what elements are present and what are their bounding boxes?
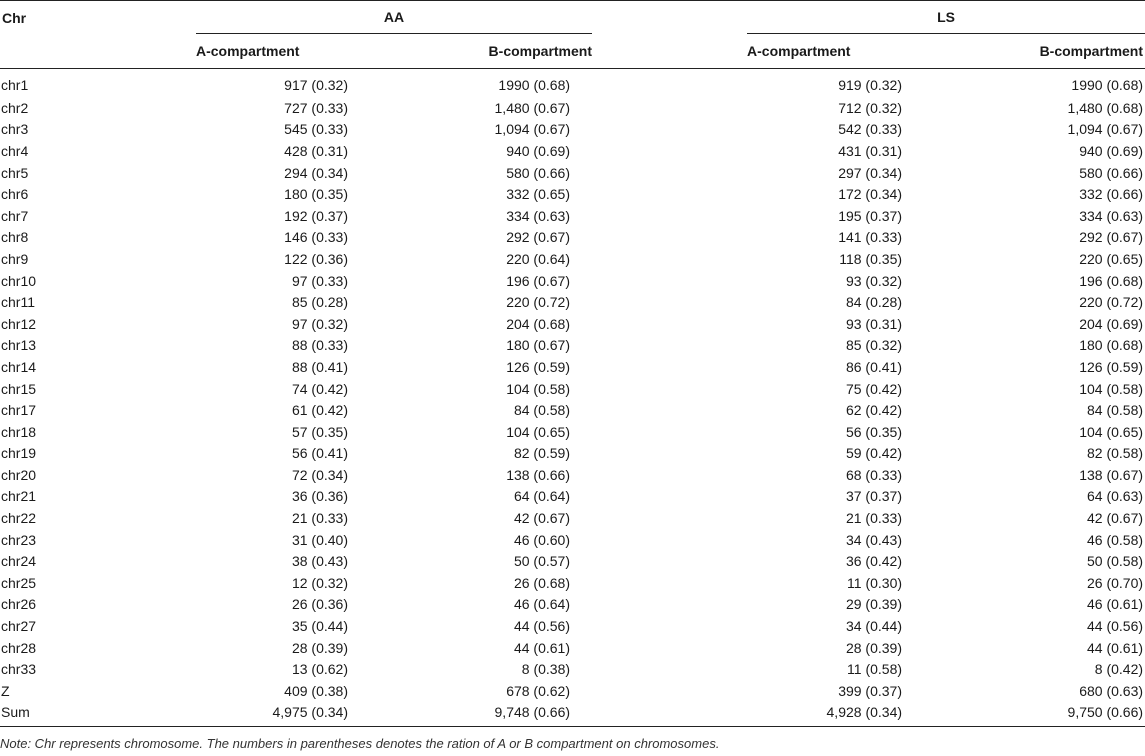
cell-gap (592, 69, 747, 98)
cell-aa-b-compartment: 50 (0.57) (513, 553, 571, 570)
cell-ls-b-compartment: 580 (0.66) (1079, 164, 1144, 181)
cell-chr: Z (1, 682, 10, 699)
cell-gap (592, 464, 747, 486)
header-row-subcolumns (0, 34, 1145, 69)
cell-chr: chr33 (1, 661, 37, 678)
cell-gap (592, 248, 747, 270)
cell-aa-b-compartment: 678 (0.62) (506, 682, 571, 699)
cell-chr: chr25 (1, 574, 37, 591)
cell-ls-a-compartment: 21 (0.33) (845, 510, 903, 527)
cell-ls-b-compartment: 196 (0.68) (1079, 272, 1144, 289)
cell-ls-a-compartment: 37 (0.37) (845, 488, 903, 505)
cell-aa-b-compartment: 1,480 (0.67) (494, 99, 571, 116)
cell-ls-a-compartment: 68 (0.33) (845, 466, 903, 483)
cell-chr: chr18 (1, 423, 37, 440)
cell-ls-a-compartment: 59 (0.42) (845, 445, 903, 462)
cell-chr: chr19 (1, 445, 37, 462)
table-row (0, 205, 1145, 227)
cell-gap (592, 162, 747, 184)
cell-ls-a-compartment: 34 (0.44) (845, 618, 903, 635)
cell-gap (592, 119, 747, 141)
cell-aa-b-compartment: 42 (0.67) (513, 510, 571, 527)
table-row (0, 270, 1145, 292)
cell-gap (592, 594, 747, 616)
table-row (0, 658, 1145, 680)
cell-ls-a-compartment: 85 (0.32) (845, 337, 903, 354)
cell-ls-a-compartment: 29 (0.39) (845, 596, 903, 613)
cell-ls-b-compartment: 44 (0.61) (1086, 639, 1144, 656)
cell-chr: chr13 (1, 337, 37, 354)
cell-gap (592, 507, 747, 529)
cell-chr: Sum (0, 702, 196, 727)
header-group-aa-label: AA (196, 9, 592, 34)
cell-ls-a-compartment: 542 (0.33) (838, 121, 903, 138)
cell-gap (592, 615, 747, 637)
cell-ls-b-compartment: 126 (0.59) (1079, 358, 1144, 375)
cell-aa-a-compartment: 26 (0.36) (291, 596, 348, 613)
cell-aa-a-compartment: 4,975 (0.34) (196, 702, 348, 727)
table-row (0, 572, 1145, 594)
cell-ls-b-compartment: 180 (0.68) (1079, 337, 1144, 354)
header-gap-spacer (592, 34, 747, 69)
table-row (0, 227, 1145, 249)
cell-ls-a-compartment: 172 (0.34) (838, 186, 903, 203)
cell-ls-a-compartment: 11 (0.30) (847, 574, 903, 591)
cell-chr: chr22 (1, 510, 37, 527)
cell-aa-b-compartment: 1,094 (0.67) (494, 121, 571, 138)
table-footnote: Note: Chr represents chromosome. The numbers in parentheses denotes the ration of A or B compartment on chromosomes. (0, 736, 720, 751)
cell-ls-b-compartment: 334 (0.63) (1079, 207, 1144, 224)
cell-chr: chr12 (1, 315, 37, 332)
header-chr-spacer (0, 34, 196, 69)
cell-aa-b-compartment: 180 (0.67) (506, 337, 571, 354)
cell-aa-b-compartment: 82 (0.59) (513, 445, 571, 462)
cell-aa-b-compartment: 64 (0.64) (513, 488, 571, 505)
cell-gap (592, 183, 747, 205)
cell-aa-a-compartment: 61 (0.42) (291, 402, 348, 419)
cell-ls-a-compartment: 919 (0.32) (838, 77, 903, 93)
cell-ls-a-compartment: 399 (0.37) (838, 682, 903, 699)
cell-aa-a-compartment: 88 (0.41) (291, 358, 348, 375)
cell-ls-b-compartment: 1,094 (0.67) (1067, 121, 1144, 138)
cell-aa-a-compartment: 122 (0.36) (284, 250, 348, 267)
cell-chr: chr6 (1, 186, 29, 203)
cell-aa-b-compartment: 220 (0.64) (506, 250, 571, 267)
table-row (0, 399, 1145, 421)
cell-ls-a-compartment: 297 (0.34) (838, 164, 903, 181)
cell-ls-b-compartment: 292 (0.67) (1079, 229, 1144, 246)
table-row (0, 702, 1145, 727)
cell-aa-b-compartment: 46 (0.60) (513, 531, 571, 548)
cell-chr: chr14 (1, 358, 37, 375)
cell-aa-b-compartment: 104 (0.58) (506, 380, 571, 397)
cell-chr: chr21 (1, 488, 37, 505)
cell-ls-b-compartment: 332 (0.66) (1079, 186, 1144, 203)
cell-gap (592, 572, 747, 594)
header-group-ls-label: LS (747, 9, 1145, 34)
table-row (0, 637, 1145, 659)
cell-aa-b-compartment: 580 (0.66) (506, 164, 571, 181)
cell-ls-b-compartment: 104 (0.58) (1079, 380, 1144, 397)
cell-ls-b-compartment: 138 (0.67) (1079, 466, 1144, 483)
table-row (0, 69, 1145, 98)
cell-ls-b-compartment: 84 (0.58) (1086, 402, 1144, 419)
cell-gap (592, 637, 747, 659)
cell-gap (592, 140, 747, 162)
cell-ls-a-compartment: 28 (0.39) (845, 639, 903, 656)
table-row (0, 356, 1145, 378)
table-row (0, 183, 1145, 205)
table-row (0, 594, 1145, 616)
cell-aa-b-compartment: 220 (0.72) (506, 294, 571, 311)
table-row (0, 443, 1145, 465)
cell-chr: chr15 (1, 380, 37, 397)
cell-aa-a-compartment: 12 (0.32) (291, 574, 348, 591)
cell-aa-a-compartment: 38 (0.43) (291, 553, 348, 570)
cell-ls-a-compartment: 195 (0.37) (838, 207, 903, 224)
cell-ls-b-compartment: 104 (0.65) (1079, 423, 1144, 440)
cell-chr: chr17 (1, 402, 37, 419)
cell-aa-a-compartment: 88 (0.33) (291, 337, 348, 354)
cell-gap (592, 291, 747, 313)
cell-aa-a-compartment: 146 (0.33) (284, 229, 348, 246)
cell-aa-a-compartment: 97 (0.33) (291, 272, 348, 289)
cell-chr: chr3 (1, 121, 29, 138)
cell-gap (592, 335, 747, 357)
cell-ls-b-compartment: 220 (0.65) (1079, 250, 1144, 267)
cell-aa-a-compartment: 35 (0.44) (291, 618, 348, 635)
cell-chr: chr1 (1, 77, 29, 93)
cell-aa-b-compartment: 104 (0.65) (506, 423, 571, 440)
cell-ls-a-compartment: 4,928 (0.34) (747, 702, 902, 727)
cell-gap (592, 443, 747, 465)
cell-chr: chr20 (1, 466, 37, 483)
cell-chr: chr9 (1, 250, 29, 267)
table-row (0, 550, 1145, 572)
cell-chr: chr28 (1, 639, 37, 656)
cell-gap (592, 680, 747, 702)
header-ls-a-compartment: A-compartment (747, 34, 902, 69)
table-row (0, 529, 1145, 551)
table-row (0, 421, 1145, 443)
cell-gap (592, 399, 747, 421)
table-row (0, 615, 1145, 637)
cell-aa-a-compartment: 294 (0.34) (284, 164, 348, 181)
header-ls-b-compartment: B-compartment (902, 34, 1145, 69)
cell-aa-b-compartment: 44 (0.56) (513, 618, 571, 635)
cell-aa-a-compartment: 180 (0.35) (284, 186, 348, 203)
cell-ls-b-compartment: 1,480 (0.68) (1067, 99, 1144, 116)
cell-chr: chr5 (1, 164, 29, 181)
cell-aa-b-compartment: 292 (0.67) (506, 229, 571, 246)
cell-aa-a-compartment: 192 (0.37) (284, 207, 348, 224)
header-chr: Chr (0, 1, 196, 35)
cell-aa-a-compartment: 74 (0.42) (291, 380, 348, 397)
cell-ls-a-compartment: 141 (0.33) (838, 229, 903, 246)
cell-aa-b-compartment: 9,748 (0.66) (348, 702, 592, 727)
cell-chr: chr27 (1, 618, 37, 635)
cell-chr: chr11 (1, 294, 35, 311)
cell-aa-b-compartment: 332 (0.65) (506, 186, 571, 203)
cell-aa-a-compartment: 727 (0.33) (284, 99, 348, 116)
cell-gap (592, 227, 747, 249)
cell-aa-b-compartment: 84 (0.58) (513, 402, 571, 419)
cell-aa-a-compartment: 57 (0.35) (291, 423, 348, 440)
table-body (0, 69, 1145, 727)
cell-ls-b-compartment: 26 (0.70) (1086, 574, 1144, 591)
cell-gap (592, 205, 747, 227)
table-header (0, 1, 1145, 69)
header-group-aa (196, 1, 592, 35)
cell-chr: chr4 (1, 142, 29, 159)
cell-ls-a-compartment: 36 (0.42) (845, 553, 903, 570)
cell-aa-b-compartment: 138 (0.66) (506, 466, 571, 483)
cell-ls-b-compartment: 46 (0.61) (1086, 596, 1144, 613)
header-aa-b-compartment: B-compartment (348, 34, 592, 69)
table-row (0, 291, 1145, 313)
table-row (0, 486, 1145, 508)
cell-aa-b-compartment: 44 (0.61) (513, 639, 571, 656)
cell-aa-a-compartment: 36 (0.36) (291, 488, 348, 505)
table-row (0, 335, 1145, 357)
cell-gap (592, 529, 747, 551)
cell-ls-b-compartment: 50 (0.58) (1086, 553, 1144, 570)
cell-aa-a-compartment: 13 (0.62) (291, 661, 348, 678)
cell-ls-a-compartment: 712 (0.32) (838, 99, 903, 116)
header-row-groups (0, 1, 1145, 35)
cell-aa-a-compartment: 917 (0.32) (284, 77, 348, 93)
cell-aa-b-compartment: 196 (0.67) (506, 272, 571, 289)
cell-ls-b-compartment: 940 (0.69) (1079, 142, 1144, 159)
cell-ls-b-compartment: 44 (0.56) (1086, 618, 1144, 635)
cell-gap (592, 270, 747, 292)
cell-gap (592, 702, 747, 727)
cell-ls-a-compartment: 84 (0.28) (845, 294, 903, 311)
header-gap (592, 1, 747, 35)
cell-gap (592, 550, 747, 572)
cell-chr: chr26 (1, 596, 37, 613)
cell-chr: chr8 (1, 229, 29, 246)
cell-aa-a-compartment: 21 (0.33) (291, 510, 348, 527)
table-row (0, 119, 1145, 141)
cell-aa-b-compartment: 940 (0.69) (506, 142, 571, 159)
cell-ls-b-compartment: 220 (0.72) (1079, 294, 1144, 311)
cell-ls-a-compartment: 34 (0.43) (845, 531, 903, 548)
cell-ls-a-compartment: 93 (0.32) (845, 272, 903, 289)
cell-gap (592, 378, 747, 400)
cell-ls-b-compartment: 8 (0.42) (1094, 661, 1144, 678)
table-row (0, 313, 1145, 335)
cell-gap (592, 356, 747, 378)
cell-gap (592, 97, 747, 119)
cell-aa-b-compartment: 46 (0.64) (513, 596, 571, 613)
cell-aa-b-compartment: 204 (0.68) (506, 315, 571, 332)
cell-chr: chr24 (1, 553, 37, 570)
cell-aa-a-compartment: 545 (0.33) (284, 121, 348, 138)
table-row (0, 97, 1145, 119)
cell-ls-a-compartment: 86 (0.41) (845, 358, 903, 375)
cell-aa-a-compartment: 409 (0.38) (284, 682, 348, 699)
cell-gap (592, 486, 747, 508)
cell-aa-a-compartment: 97 (0.32) (291, 315, 348, 332)
table-row (0, 507, 1145, 529)
cell-ls-a-compartment: 93 (0.31) (845, 315, 903, 332)
cell-gap (592, 313, 747, 335)
cell-ls-a-compartment: 56 (0.35) (845, 423, 903, 440)
table-row (0, 140, 1145, 162)
cell-ls-a-compartment: 431 (0.31) (838, 142, 903, 159)
header-aa-a-compartment: A-compartment (196, 34, 348, 69)
cell-gap (592, 658, 747, 680)
cell-aa-a-compartment: 72 (0.34) (291, 466, 348, 483)
table-row (0, 248, 1145, 270)
cell-chr: chr10 (1, 272, 37, 289)
cell-chr: chr2 (1, 99, 29, 116)
cell-aa-b-compartment: 334 (0.63) (506, 207, 571, 224)
table-row (0, 162, 1145, 184)
cell-gap (592, 421, 747, 443)
cell-ls-b-compartment: 9,750 (0.66) (902, 702, 1145, 727)
cell-aa-b-compartment: 126 (0.59) (506, 358, 571, 375)
cell-aa-a-compartment: 28 (0.39) (291, 639, 348, 656)
cell-ls-b-compartment: 680 (0.63) (1079, 682, 1144, 699)
cell-ls-b-compartment: 1990 (0.68) (1071, 77, 1144, 93)
table-row (0, 680, 1145, 702)
cell-aa-a-compartment: 31 (0.40) (291, 531, 348, 548)
cell-aa-b-compartment: 26 (0.68) (513, 574, 571, 591)
cell-aa-a-compartment: 85 (0.28) (291, 294, 348, 311)
cell-ls-b-compartment: 82 (0.58) (1086, 445, 1144, 462)
cell-ls-a-compartment: 11 (0.58) (847, 661, 903, 678)
table-row (0, 464, 1145, 486)
cell-aa-b-compartment: 1990 (0.68) (498, 77, 571, 93)
cell-ls-b-compartment: 46 (0.58) (1086, 531, 1144, 548)
cell-aa-b-compartment: 8 (0.38) (521, 661, 571, 678)
cell-ls-a-compartment: 62 (0.42) (845, 402, 903, 419)
header-group-ls (747, 1, 1145, 35)
cell-ls-a-compartment: 75 (0.42) (845, 380, 903, 397)
cell-chr: chr23 (1, 531, 37, 548)
cell-ls-a-compartment: 118 (0.35) (839, 250, 903, 267)
cell-ls-b-compartment: 42 (0.67) (1086, 510, 1144, 527)
cell-aa-a-compartment: 56 (0.41) (291, 445, 348, 462)
cell-ls-b-compartment: 204 (0.69) (1079, 315, 1144, 332)
cell-ls-b-compartment: 64 (0.63) (1086, 488, 1144, 505)
cell-aa-a-compartment: 428 (0.31) (284, 142, 348, 159)
cell-chr: chr7 (1, 207, 29, 224)
table-row (0, 378, 1145, 400)
